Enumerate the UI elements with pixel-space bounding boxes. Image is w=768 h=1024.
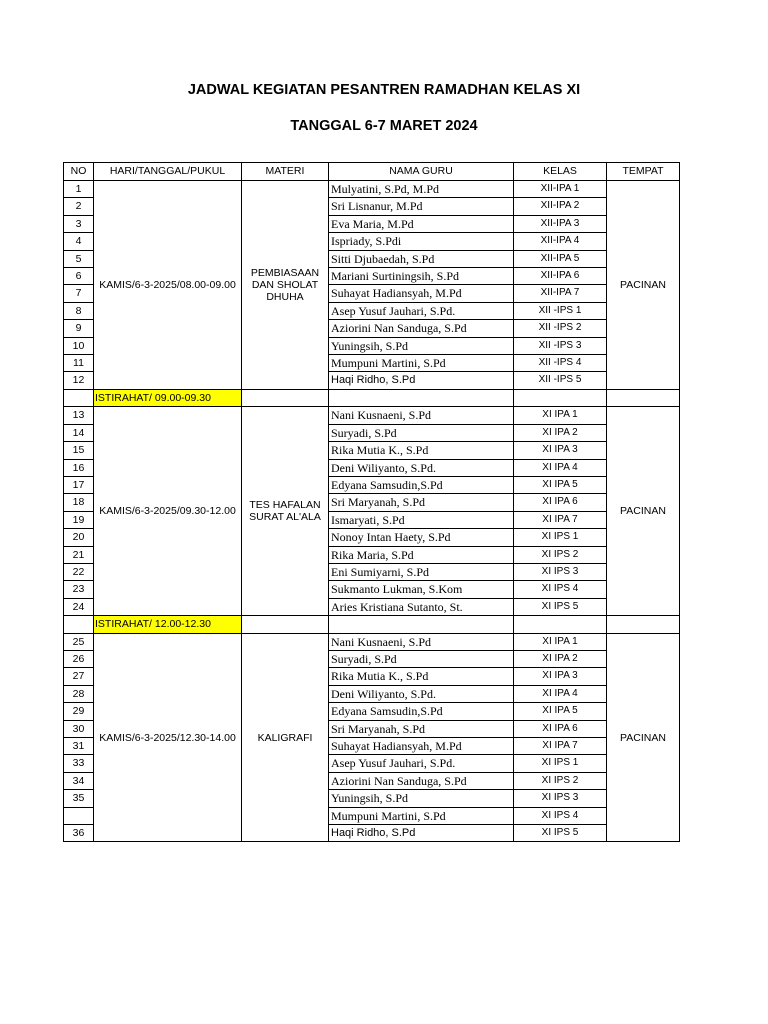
document-subtitle-date: TANGGAL 6-7 MARET 2024 [290, 118, 478, 134]
row-number: 3 [64, 215, 94, 232]
teacher-name: Eva Maria, M.Pd [329, 215, 514, 232]
teacher-name: Sri Lisnanur, M.Pd [329, 198, 514, 215]
class-name: XI IPA 2 [514, 424, 607, 441]
row-number: 10 [64, 337, 94, 354]
row-number: 25 [64, 633, 94, 650]
row-number: 2 [64, 198, 94, 215]
break-row [64, 389, 680, 406]
class-name: XI IPA 6 [514, 720, 607, 737]
teacher-name: Aziorini Nan Sanduga, S.Pd [329, 320, 514, 337]
session-tempat: PACINAN [607, 633, 680, 842]
class-name: XI IPA 6 [514, 494, 607, 511]
row-number: 14 [64, 424, 94, 441]
document-title: JADWAL KEGIATAN PESANTREN RAMADHAN KELAS XI [187, 82, 581, 98]
row-number: 5 [64, 250, 94, 267]
row-number: 16 [64, 459, 94, 476]
teacher-name: Sri Maryanah, S.Pd [329, 494, 514, 511]
class-name: XI IPA 4 [514, 459, 607, 476]
break-blank-cell [607, 389, 680, 406]
teacher-name: Edyana Samsudin,S.Pd [329, 703, 514, 720]
row-number: 34 [64, 772, 94, 789]
class-name: XI IPS 5 [514, 825, 607, 842]
teacher-name: Rika Mutia K., S.Pd [329, 668, 514, 685]
teacher-name: Suryadi, S.Pd [329, 424, 514, 441]
class-name: XI IPS 3 [514, 790, 607, 807]
row-number: 22 [64, 563, 94, 580]
header-tempat: TEMPAT [607, 163, 680, 181]
teacher-name: Mulyatini, S.Pd, M.Pd [329, 181, 514, 198]
header-kelas: KELAS [514, 163, 607, 181]
row-number: 11 [64, 355, 94, 372]
header-guru: NAMA GURU [329, 163, 514, 181]
row-number: 26 [64, 650, 94, 667]
class-name: XII -IPS 5 [514, 372, 607, 389]
teacher-name: Eni Sumiyarni, S.Pd [329, 563, 514, 580]
class-name: XI IPA 7 [514, 511, 607, 528]
row-number: 20 [64, 529, 94, 546]
row-number: 4 [64, 233, 94, 250]
class-name: XII-IPA 6 [514, 268, 607, 285]
teacher-name: Yuningsih, S.Pd [329, 337, 514, 354]
class-name: XI IPS 4 [514, 807, 607, 824]
row-number: 24 [64, 598, 94, 615]
class-name: XI IPA 4 [514, 685, 607, 702]
class-name: XII-IPA 2 [514, 198, 607, 215]
session-materi: PEMBIASAAN DAN SHOLAT DHUHA [242, 181, 329, 390]
break-blank-cell [607, 616, 680, 633]
break-blank-cell [242, 389, 329, 406]
break-label: ISTIRAHAT/ 12.00-12.30 [94, 616, 242, 633]
row-number: 29 [64, 703, 94, 720]
class-name: XII -IPS 1 [514, 302, 607, 319]
row-number: 23 [64, 581, 94, 598]
break-blank-cell [64, 616, 94, 633]
break-blank-cell [64, 389, 94, 406]
teacher-name: Edyana Samsudin,S.Pd [329, 476, 514, 493]
row-number: 1 [64, 181, 94, 198]
teacher-name: Suhayat Hadiansyah, M.Pd [329, 285, 514, 302]
row-number: 17 [64, 476, 94, 493]
class-name: XII-IPA 7 [514, 285, 607, 302]
class-name: XII-IPA 3 [514, 215, 607, 232]
teacher-name: Haqi Ridho, S.Pd [329, 825, 514, 842]
row-number: 18 [64, 494, 94, 511]
break-blank-cell [242, 616, 329, 633]
class-name: XI IPS 2 [514, 772, 607, 789]
class-name: XI IPA 3 [514, 668, 607, 685]
teacher-name: Rika Mutia K., S.Pd [329, 442, 514, 459]
teacher-name: Asep Yusuf Jauhari, S.Pd. [329, 755, 514, 772]
teacher-name: Nani Kusnaeni, S.Pd [329, 407, 514, 424]
header-materi: MATERI [242, 163, 329, 181]
teacher-name: Suryadi, S.Pd [329, 650, 514, 667]
class-name: XII -IPS 3 [514, 337, 607, 354]
row-number: 9 [64, 320, 94, 337]
row-number: 13 [64, 407, 94, 424]
break-blank-cell [329, 616, 514, 633]
class-name: XII -IPS 2 [514, 320, 607, 337]
session-time: KAMIS/6-3-2025/08.00-09.00 [94, 181, 242, 390]
teacher-name: Deni Wiliyanto, S.Pd. [329, 459, 514, 476]
break-blank-cell [329, 389, 514, 406]
class-name: XI IPA 1 [514, 633, 607, 650]
table-row [64, 181, 680, 198]
session-time: KAMIS/6-3-2025/12.30-14.00 [94, 633, 242, 842]
teacher-name: Mumpuni Martini, S.Pd [329, 355, 514, 372]
class-name: XI IPA 2 [514, 650, 607, 667]
session-materi: KALIGRAFI [242, 633, 329, 842]
class-name: XII-IPA 1 [514, 181, 607, 198]
header-hari: HARI/TANGGAL/PUKUL [94, 163, 242, 181]
row-number: 35 [64, 790, 94, 807]
teacher-name: Yuningsih, S.Pd [329, 790, 514, 807]
table-row [64, 633, 680, 650]
class-name: XI IPS 1 [514, 529, 607, 546]
row-number: 21 [64, 546, 94, 563]
row-number: 30 [64, 720, 94, 737]
class-name: XI IPA 7 [514, 738, 607, 755]
teacher-name: Ismaryati, S.Pd [329, 511, 514, 528]
session-time: KAMIS/6-3-2025/09.30-12.00 [94, 407, 242, 616]
teacher-name: Sri Maryanah, S.Pd [329, 720, 514, 737]
table-header-row [64, 163, 680, 181]
schedule-table [63, 162, 680, 842]
teacher-name: Mariani Surtiningsih, S.Pd [329, 268, 514, 285]
class-name: XI IPS 3 [514, 563, 607, 580]
session-tempat: PACINAN [607, 407, 680, 616]
teacher-name: Nonoy Intan Haety, S.Pd [329, 529, 514, 546]
table-body [64, 181, 680, 842]
row-number: 33 [64, 755, 94, 772]
break-blank-cell [514, 616, 607, 633]
teacher-name: Asep Yusuf Jauhari, S.Pd. [329, 302, 514, 319]
class-name: XII-IPA 4 [514, 233, 607, 250]
teacher-name: Deni Wiliyanto, S.Pd. [329, 685, 514, 702]
break-row [64, 616, 680, 633]
break-label: ISTIRAHAT/ 09.00-09.30 [94, 389, 242, 406]
teacher-name: Aziorini Nan Sanduga, S.Pd [329, 772, 514, 789]
class-name: XI IPA 1 [514, 407, 607, 424]
header-no: NO [64, 163, 94, 181]
row-number: 15 [64, 442, 94, 459]
row-number: 27 [64, 668, 94, 685]
row-number: 19 [64, 511, 94, 528]
teacher-name: Nani Kusnaeni, S.Pd [329, 633, 514, 650]
teacher-name: Mumpuni Martini, S.Pd [329, 807, 514, 824]
class-name: XI IPS 5 [514, 598, 607, 615]
row-number [64, 807, 94, 824]
table-row [64, 407, 680, 424]
teacher-name: Suhayat Hadiansyah, M.Pd [329, 738, 514, 755]
class-name: XI IPS 2 [514, 546, 607, 563]
teacher-name: Rika Maria, S.Pd [329, 546, 514, 563]
session-materi: TES HAFALAN SURAT AL'ALA [242, 407, 329, 616]
row-number: 8 [64, 302, 94, 319]
teacher-name: Sitti Djubaedah, S.Pd [329, 250, 514, 267]
row-number: 31 [64, 738, 94, 755]
row-number: 12 [64, 372, 94, 389]
class-name: XI IPA 3 [514, 442, 607, 459]
teacher-name: Ispriady, S.Pdi [329, 233, 514, 250]
class-name: XI IPS 1 [514, 755, 607, 772]
class-name: XII -IPS 4 [514, 355, 607, 372]
break-blank-cell [514, 389, 607, 406]
teacher-name: Haqi Ridho, S.Pd [329, 372, 514, 389]
row-number: 28 [64, 685, 94, 702]
row-number: 7 [64, 285, 94, 302]
class-name: XII-IPA 5 [514, 250, 607, 267]
class-name: XI IPS 4 [514, 581, 607, 598]
row-number: 6 [64, 268, 94, 285]
teacher-name: Aries Kristiana Sutanto, St. [329, 598, 514, 615]
teacher-name: Sukmanto Lukman, S.Kom [329, 581, 514, 598]
row-number: 36 [64, 825, 94, 842]
class-name: XI IPA 5 [514, 476, 607, 493]
class-name: XI IPA 5 [514, 703, 607, 720]
session-tempat: PACINAN [607, 181, 680, 390]
